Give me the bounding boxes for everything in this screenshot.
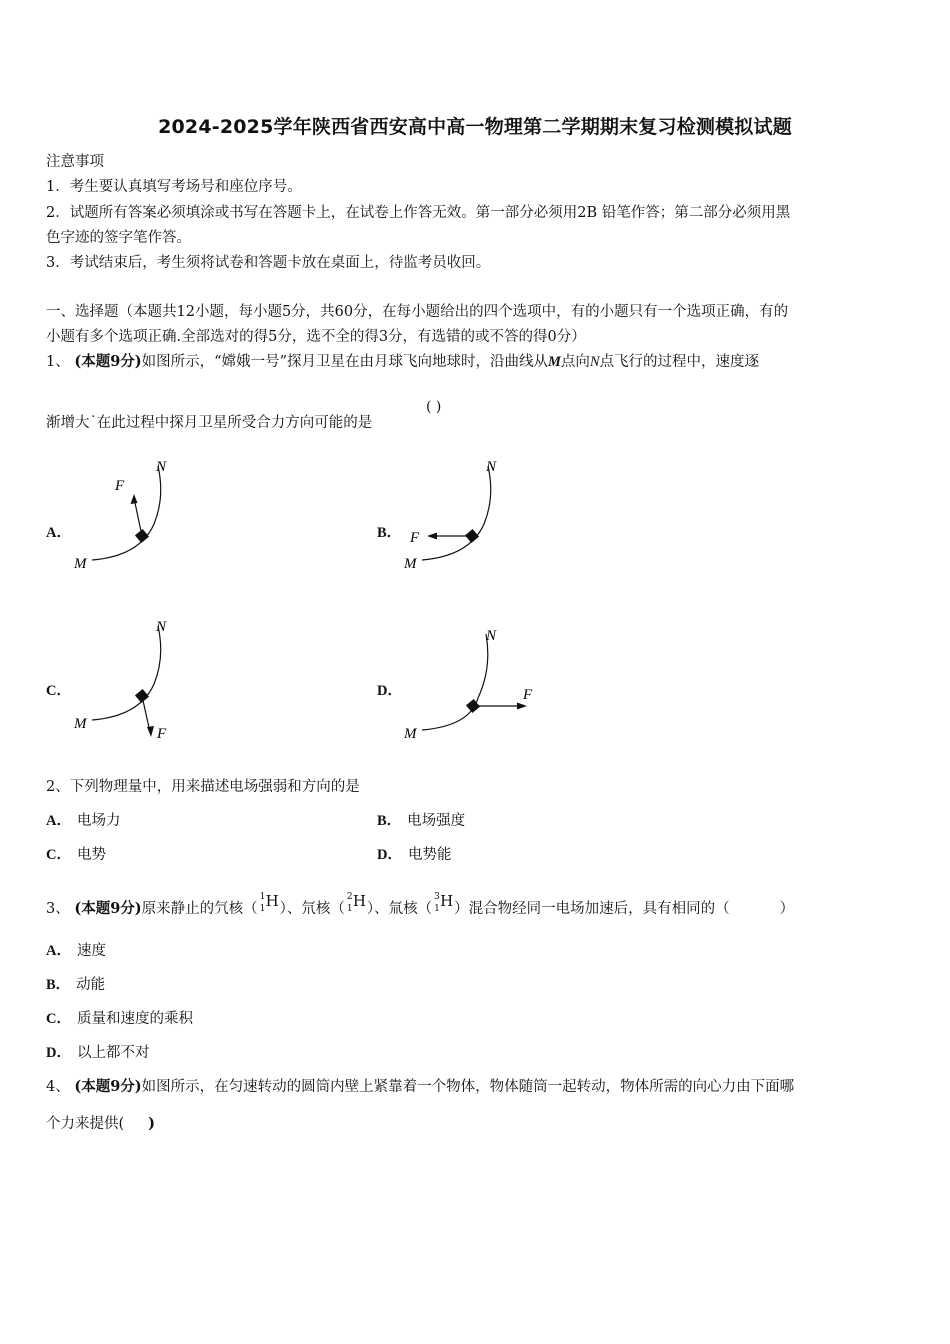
trajectory-curve bbox=[92, 626, 161, 720]
q4-stem bbox=[46, 1077, 794, 1097]
trajectory-curve bbox=[422, 634, 488, 730]
q1-text-a: 如图所示，“嫦娥一号”探月卫星在由月球飞向地球时，沿曲线从 bbox=[141, 354, 548, 370]
q1-option-b[interactable]: B． bbox=[377, 525, 402, 541]
q2-option-a[interactable]: A． 电场力 bbox=[46, 813, 121, 829]
trajectory-curve bbox=[92, 466, 161, 560]
mass-number: 3 bbox=[434, 892, 440, 902]
force-label: F bbox=[157, 726, 167, 742]
q1-option-a[interactable]: A． bbox=[46, 525, 71, 541]
q2-option-d[interactable]: D． 电势能 bbox=[377, 847, 452, 863]
q3-option-d[interactable]: D． 以上都不对 bbox=[46, 1045, 150, 1061]
section1-intro-line2: 小题有多个选项正确.全部选对的得5分，选不全的得3分，有选错的或不答的得0分） bbox=[46, 329, 586, 345]
q2-option-b[interactable]: B． 电场强度 bbox=[377, 813, 466, 829]
notice-item-1: 1．考生要认真填写考场号和座位序号。 bbox=[46, 179, 302, 195]
point-m-label: M bbox=[404, 556, 417, 572]
force-label: F bbox=[410, 530, 420, 546]
force-arrow bbox=[142, 696, 150, 732]
force-arrowhead bbox=[131, 494, 138, 504]
q1-figure-d bbox=[400, 618, 550, 748]
force-arrow bbox=[134, 498, 142, 536]
q1-option-c[interactable]: C． bbox=[46, 683, 71, 699]
q3-option-c[interactable]: C． 质量和速度的乘积 bbox=[46, 1011, 193, 1027]
force-arrowhead bbox=[427, 533, 437, 540]
q4-number: 4、 bbox=[46, 1079, 70, 1095]
q1-figure-a bbox=[70, 452, 190, 577]
q3-text-3: ）、氚核（ bbox=[366, 901, 433, 917]
q3-text-1: 原来静止的氕核（ bbox=[141, 901, 258, 917]
point-n-label: N bbox=[156, 459, 167, 475]
q1-score: (本题9分) bbox=[74, 353, 142, 370]
q3-score: (本题9分) bbox=[74, 900, 142, 917]
q3-option-a[interactable]: A． 速度 bbox=[46, 943, 106, 959]
q4-text: 如图所示，在匀速转动的圆筒内壁上紧靠着一个物体，物体随筒一起转动，物体所需的向心力由下面哪 bbox=[141, 1079, 795, 1095]
q4-score: (本题9分) bbox=[74, 1078, 142, 1095]
point-n-label: N bbox=[486, 459, 497, 475]
element-symbol: H bbox=[440, 892, 454, 910]
q1-figure-c bbox=[70, 612, 190, 747]
nucleus-deuterium bbox=[345, 891, 367, 917]
force-arrowhead bbox=[517, 703, 527, 710]
q3-text-4: ）混合物经同一电场加速后，具有相同的（ bbox=[454, 901, 730, 917]
notice-heading: 注意事项 bbox=[46, 154, 104, 170]
point-m-label: M bbox=[74, 716, 87, 732]
page-title: 2024-2025学年陕西省西安高中高一物理第二学期期末复习检测模拟试题 bbox=[158, 116, 792, 138]
q1-text-c: 点飞行的过程中，速度逐 bbox=[599, 354, 760, 370]
section1-intro-line1: 一、选择题（本题共12小题，每小题5分，共60分，在每小题给出的四个选项中，有的小题只有一个选项正确，有的 bbox=[46, 304, 789, 320]
point-m-label: M bbox=[404, 726, 417, 742]
q1-number: 1、 bbox=[46, 354, 70, 370]
q1-text-b: 点向 bbox=[560, 354, 590, 370]
force-label: F bbox=[115, 478, 125, 494]
notice-item-2: 2．试题所有答案必须填涂或书写在答题卡上，在试卷上作答无效。第一部分必须用2B 铅笔作答；第二部分必须用黑 bbox=[46, 205, 791, 221]
q1-stem-line2: 渐增大˙在此过程中探月卫星所受合力方向可能的是 bbox=[46, 415, 373, 431]
point-n-label: N bbox=[486, 628, 497, 644]
point-n-label: N bbox=[156, 619, 167, 635]
q3-text-2: ）、氘核（ bbox=[279, 901, 345, 917]
mass-number: 2 bbox=[346, 892, 353, 902]
element-symbol: H bbox=[265, 892, 279, 910]
mass-number: 1 bbox=[259, 892, 266, 902]
q1-figure-b bbox=[400, 452, 520, 577]
q1-option-d[interactable]: D． bbox=[377, 683, 402, 699]
charge-number: 1 bbox=[259, 904, 266, 914]
notice-item-3: 3．考试结束后，考生须将试卷和答题卡放在桌面上，待监考员收回。 bbox=[46, 255, 491, 271]
charge-number: 1 bbox=[434, 904, 440, 914]
notice-item-2-cont: 色字迹的签字笔作答。 bbox=[46, 230, 191, 246]
force-arrowhead bbox=[147, 726, 154, 737]
q3-option-b[interactable]: B． 动能 bbox=[46, 977, 106, 993]
q1-stem bbox=[46, 352, 759, 372]
q4-text-line2: 个力来提供( bbox=[46, 1116, 125, 1132]
q2-stem: 2、下列物理量中，用来描述电场强弱和方向的是 bbox=[46, 779, 360, 795]
q4-paren-close: ) bbox=[148, 1115, 156, 1132]
q1-point-m: M bbox=[547, 354, 561, 370]
q2-option-c[interactable]: C． 电势 bbox=[46, 847, 106, 863]
q3-number: 3、 bbox=[46, 901, 70, 917]
q1-point-n: N bbox=[589, 354, 600, 370]
q1-answer-paren: ( ) bbox=[426, 399, 442, 415]
nucleus-tritium bbox=[432, 891, 454, 917]
charge-number: 1 bbox=[346, 904, 353, 914]
nucleus-protium bbox=[258, 891, 280, 917]
element-symbol: H bbox=[352, 892, 366, 910]
q4-stem-line2 bbox=[46, 1114, 155, 1134]
point-m-label: M bbox=[74, 556, 87, 572]
q3-text-5: ） bbox=[779, 901, 795, 917]
trajectory-curve bbox=[422, 466, 491, 560]
force-label: F bbox=[523, 687, 533, 703]
q3-stem bbox=[46, 891, 794, 919]
